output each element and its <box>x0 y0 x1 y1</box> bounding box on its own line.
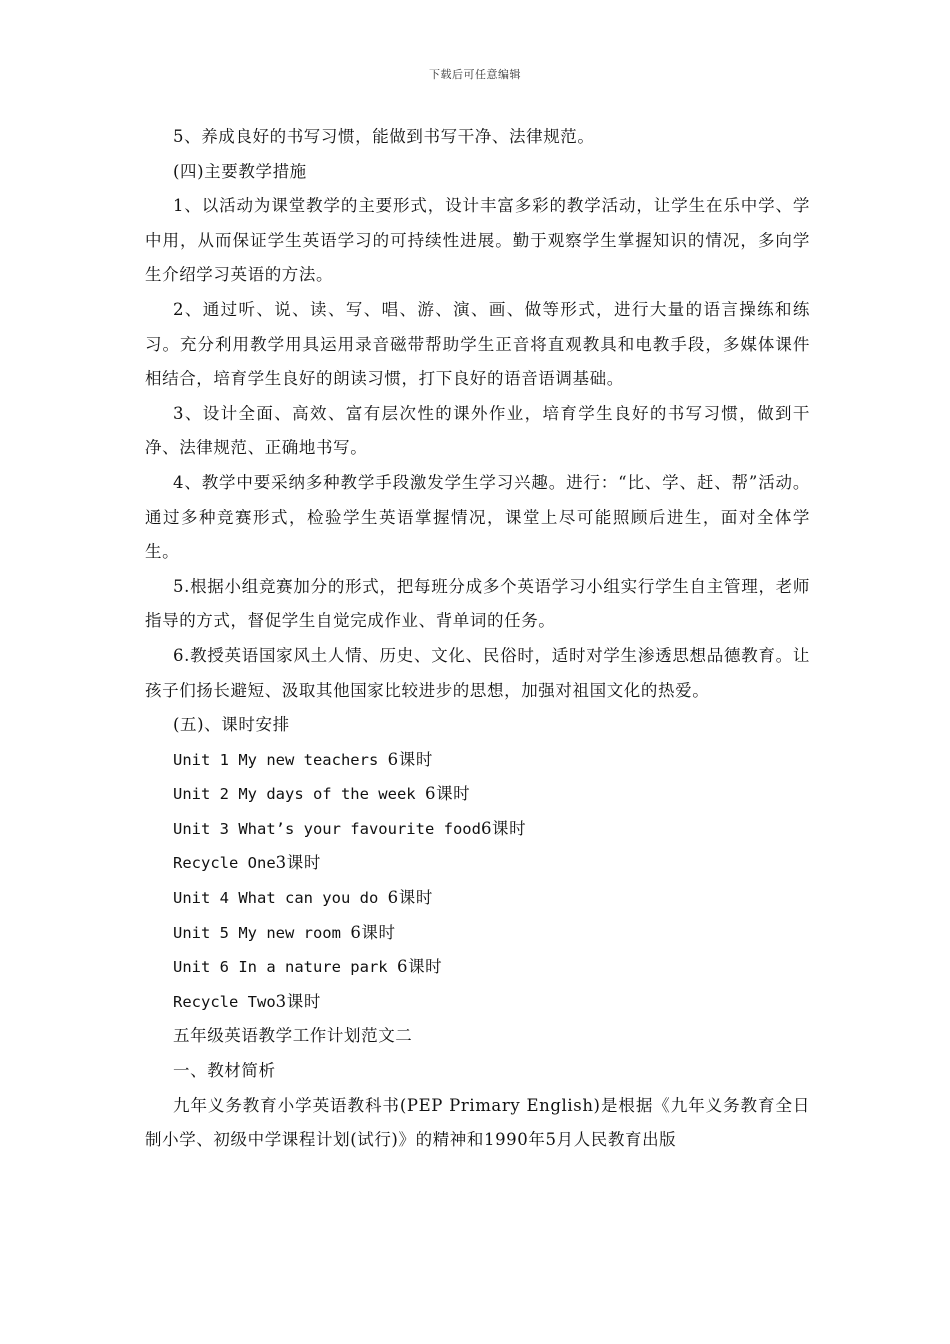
unit-name: Recycle One <box>173 854 276 873</box>
document-body <box>145 120 810 1158</box>
unit-hours: 6课时 <box>396 957 443 977</box>
unit-name: Unit 3 What’s your favourite food <box>173 819 481 838</box>
schedule-item <box>145 743 810 778</box>
paragraph-measure-1: 1、以活动为课堂教学的主要形式，设计丰富多彩的教学活动，让学生在乐中学、学中用，从而保证学生英语学习的可持续性进展。勤于观察学生掌握知识的情况，多向学生介绍学习英语的方法。 <box>145 196 810 285</box>
schedule-item <box>145 846 810 881</box>
unit-hours: 6课时 <box>387 749 433 769</box>
schedule-item <box>145 916 810 951</box>
section-heading-measures: (四)主要教学措施 <box>173 161 307 181</box>
unit-name: Unit 1 My new teachers <box>173 750 388 769</box>
unit-hours: 3课时 <box>275 991 321 1011</box>
unit-name: Recycle Two <box>173 992 276 1011</box>
page-header: 下载后可任意编辑 <box>429 68 521 81</box>
unit-name: Unit 6 In a nature park <box>173 958 397 977</box>
section-heading-schedule: (五)、课时安排 <box>173 715 290 735</box>
paragraph-measure-4: 4、教学中要采纳多种教学手段激发学生学习兴趣。进行：“比、学、赶、帮”活动。通过多种竞赛形式，检验学生英语掌握情况，课堂上尽可能照顾后进生，面对全体学生。 <box>145 472 810 562</box>
section-heading-textbook: 一、教材简析 <box>173 1061 276 1081</box>
unit-hours: 3课时 <box>275 853 321 873</box>
schedule-item <box>145 812 810 847</box>
paragraph-measure-2: 2、通过听、说、读、写、唱、游、演、画、做等形式，进行大量的语言操练和练习。充分利用教学用具运用录音磁带帮助学生正音将直观教具和电教手段，多媒体课件相结合，培育学生良好的朗读习惯，打下良好的语音语调基础。 <box>145 299 810 389</box>
schedule-item <box>145 950 810 985</box>
paragraph-measure-6: 6.教授英语国家风土人情、历史、文化、民俗时，适时对学生渗透思想品德教育。让孩子们扬长避短、汲取其他国家比较进步的思想，加强对祖国文化的热爱。 <box>145 645 810 700</box>
paragraph-textbook-intro: 九年义务教育小学英语教科书(PEP Primary English)是根据《九年义务教育全日制小学、初级中学课程计划(试行)》的精神和1990年5月人民教育出版 <box>145 1095 810 1150</box>
unit-name: Unit 5 My new room <box>173 923 351 942</box>
unit-name: Unit 4 What can you do <box>173 889 388 908</box>
paragraph-habit: 5、养成良好的书写习惯，能做到书写干净、法律规范。 <box>173 127 595 146</box>
unit-name: Unit 2 My days of the week <box>173 785 425 804</box>
unit-hours: 6课时 <box>387 888 433 908</box>
paragraph-measure-5: 5.根据小组竞赛加分的形式，把每班分成多个英语学习小组实行学生自主管理，老师指导的方式，督促学生自觉完成作业、背单词的任务。 <box>145 576 810 631</box>
unit-hours: 6课时 <box>424 784 471 804</box>
paragraph-measure-3: 3、设计全面、高效、富有层次性的课外作业，培育学生良好的书写习惯，做到干净、法律规范、正确地书写。 <box>145 403 810 458</box>
unit-hours: 6课时 <box>480 818 527 838</box>
schedule-item <box>145 985 810 1020</box>
schedule-item <box>145 777 810 812</box>
schedule-item <box>145 881 810 916</box>
document-subtitle: 五年级英语教学工作计划范文二 <box>173 1026 413 1046</box>
unit-hours: 6课时 <box>350 922 396 942</box>
